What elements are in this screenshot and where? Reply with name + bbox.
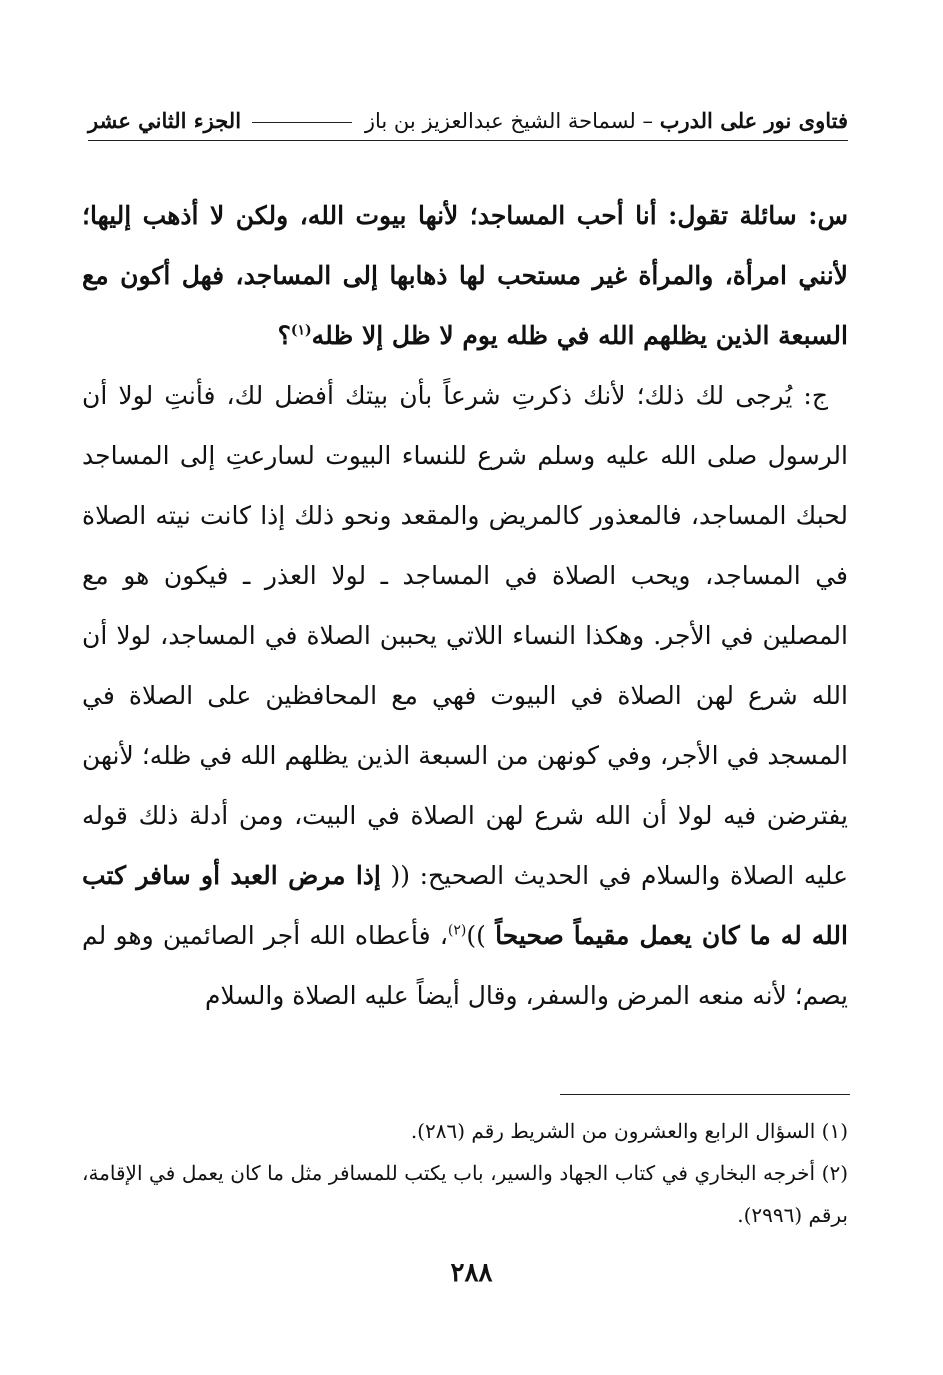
answer-paragraph	[82, 366, 848, 1026]
volume-title: الجزء الثاني عشر	[88, 107, 242, 133]
author-name: لسماحة الشيخ عبدالعزيز بن باز	[364, 108, 636, 133]
footnote-1: (١) السؤال الرابع والعشرون من الشريط رقم (٢٨٦).	[410, 1119, 848, 1143]
footnote-ref-2: (٢)	[447, 922, 467, 939]
header-dash: –	[642, 108, 654, 133]
footnotes	[82, 1110, 848, 1236]
running-header	[88, 100, 848, 141]
footnote-ref-1: (١)	[290, 322, 312, 339]
main-text	[82, 186, 848, 1026]
hadith-close: ))	[466, 921, 496, 950]
question-paragraph	[82, 186, 848, 366]
question-end: ؟	[277, 321, 291, 350]
answer-text-part2: ، فأعطاه الله أجر الصائمين وهو لم يصم؛ لأنه منعه المرض والسفر، وقال أيضاً عليه الصلاة والسلام	[82, 921, 848, 1010]
hadith-open: ((	[380, 861, 420, 890]
answer-text-part1: ج: يُرجى لك ذلك؛ لأنك ذكرتِ شرعاً بأن بيتك أفضل لك، فأنتِ لولا أن الرسول صلى الله عليه وسلم شرع للنساء البيوت لسارعتِ إلى المساجد لحبك المساجد، فالمعذور كالمريض والمقعد ونحو ذلك إذا كانت نيته الصلاة في المساجد، ويحب الصلاة في المساجد ـ لولا العذر ـ فيكون هو مع المصلين في الأجر. وهكذا النساء اللاتي يحببن الصلاة في المساجد، لولا أن الله شرع لهن الصلاة في البيوت فهي مع المحافظين على الصلاة في المسجد في الأجر، وفي كونهن من السبعة الذين يظلهم الله في ظله؛ لأنهن يفترضن فيه لولا أن الله شرع لهن الصلاة في البيت، ومن أدلة ذلك قوله عليه الصلاة والسلام في الحديث الصحيح:	[82, 381, 848, 890]
book-title: فتاوى نور على الدرب	[659, 107, 848, 133]
footnote-divider	[560, 1094, 850, 1095]
header-left-group	[246, 108, 848, 133]
header-separator-line	[252, 122, 352, 123]
footnote-2: (٢) أخرجه البخاري في كتاب الجهاد والسير، باب يكتب للمسافر مثل ما كان يعمل في الإقامة، برقم (٢٩٩٦).	[82, 1161, 848, 1227]
question-text: س: سائلة تقول: أنا أحب المساجد؛ لأنها بيوت الله، ولكن لا أذهب إليها؛ لأنني امرأة، والمرأة غير مستحب لها ذهابها إلى المساجد، فهل أكون مع السبعة الذين يظلهم الله في ظله يوم لا ظل إلا ظله	[82, 201, 848, 350]
hadith-text: إذا مرض العبد أو سافر كتب الله له ما كان يعمل مقيماً صحيحاً	[82, 861, 848, 950]
page-number: ٢٨٨	[450, 1258, 493, 1288]
